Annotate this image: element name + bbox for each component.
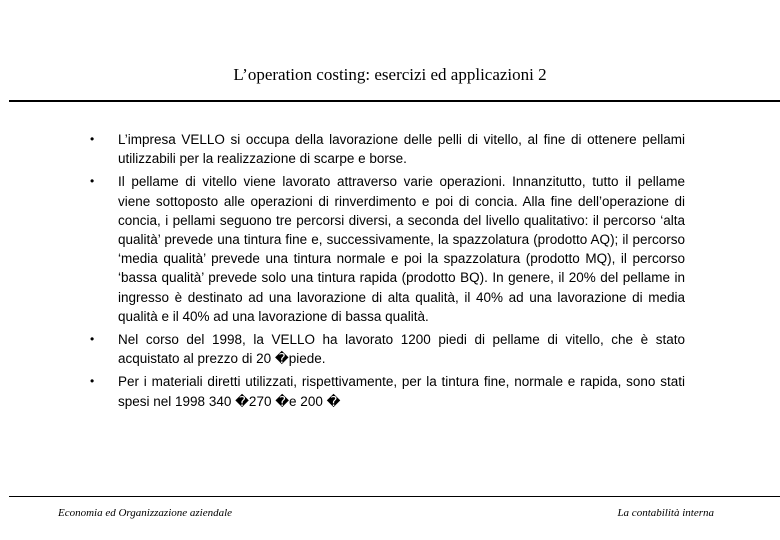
slide-title: L’operation costing: esercizi ed applicazioni 2 — [233, 65, 547, 84]
bullet-item: • Nel corso del 1998, la VELLO ha lavorato 1200 piedi di pellame di vitello, che è stato acquistato al prezzo di 20 �piede. — [118, 330, 685, 368]
bullet-item: • L’impresa VELLO si occupa della lavorazione delle pelli di vitello, al fine di ottenere pellami utilizzabili per la realizzazione di scarpe e borse. — [118, 130, 685, 168]
title-divider — [9, 100, 780, 102]
bullet-list — [118, 130, 685, 415]
footer-divider — [9, 496, 780, 497]
bullet-item: • Il pellame di vitello viene lavorato attraverso varie operazioni. Innanzitutto, tutto il pellame viene sottoposto alle operazioni di rinverdimento e poi di concia. Alla fine dell’operazione di concia, i pellami seguono tre percorsi diversi, a seconda del livello qualitativo: il percorso ‘alta qualità’ prevede una tintura fine e, successivamente, la spazzolatura (prodotto AQ); il percorso ‘media qualità’ prevede una tintura normale e poi la spazzolatura (prodotto MQ), il percorso ‘bassa qualità’ prevede solo una tintura rapida (prodotto BQ). In genere, il 20% del pellame in ingresso è destinato ad una lavorazione di alta qualità, il 40% ad una lavorazione di media qualità e il 40% ad una lavorazione di bassa qualità. — [118, 172, 685, 326]
bullet-item: • Per i materiali diretti utilizzati, rispettivamente, per la tintura fine, normale e rapida, sono stati spesi nel 1998 340 �270 �e 200 � — [118, 372, 685, 410]
footer-course: Economia ed Organizzazione aziendale — [58, 507, 233, 519]
footer-topic: La contabilità interna — [617, 507, 714, 519]
